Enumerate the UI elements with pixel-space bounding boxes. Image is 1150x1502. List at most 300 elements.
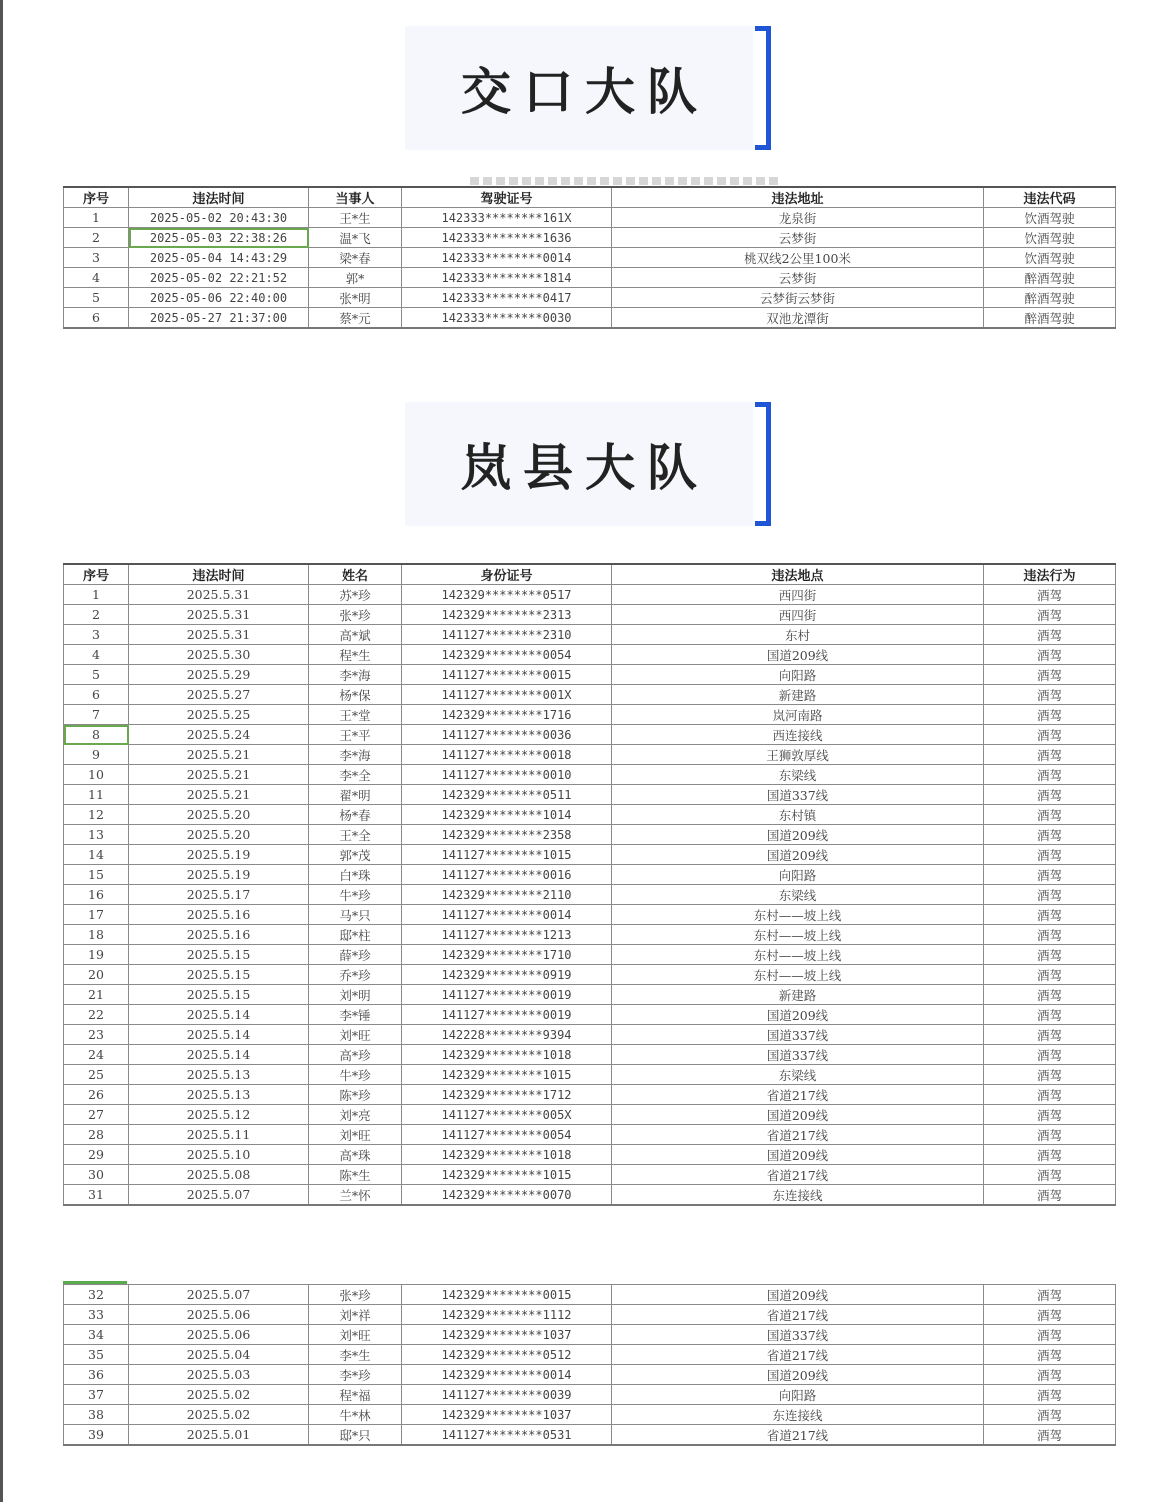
cell-person[interactable]: 温*飞	[309, 228, 402, 248]
cell-person[interactable]: 杨*春	[309, 805, 402, 825]
cell-person[interactable]: 王*堂	[309, 705, 402, 725]
cell-time[interactable]: 2025.5.27	[129, 685, 309, 705]
cell-time[interactable]: 2025.5.30	[129, 645, 309, 665]
cell-id-number[interactable]: 142329********1037	[402, 1405, 612, 1425]
cell-location[interactable]: 岚河南路	[612, 705, 984, 725]
cell-time[interactable]: 2025.5.25	[129, 705, 309, 725]
cell-person[interactable]: 梁*春	[309, 248, 402, 268]
cell-violation[interactable]: 酒驾	[984, 1425, 1116, 1446]
table-row	[64, 1425, 1116, 1446]
cell-id-number[interactable]: 141127********0019	[402, 1005, 612, 1025]
cell-id-number[interactable]: 142329********1716	[402, 705, 612, 725]
cell-time[interactable]: 2025-05-03 22:38:26	[129, 228, 309, 248]
cell-person[interactable]: 刘*祥	[309, 1305, 402, 1325]
cell-location[interactable]: 国道337线	[612, 785, 984, 805]
cell-violation[interactable]: 醉酒驾驶	[984, 268, 1116, 288]
cell-violation[interactable]: 酒驾	[984, 1345, 1116, 1365]
cell-index[interactable]: 6	[64, 308, 129, 329]
cell-person[interactable]: 王*生	[309, 208, 402, 228]
cell-id-number[interactable]: 141127********0010	[402, 765, 612, 785]
cell-person[interactable]: 陈*珍	[309, 1085, 402, 1105]
cell-index[interactable]: 39	[64, 1425, 129, 1446]
cell-time[interactable]: 2025.5.17	[129, 885, 309, 905]
cell-location[interactable]: 东村	[612, 625, 984, 645]
cell-index[interactable]: 1	[64, 208, 129, 228]
cell-person[interactable]: 翟*明	[309, 785, 402, 805]
cell-violation[interactable]: 酒驾	[984, 905, 1116, 925]
cell-person[interactable]: 李*锤	[309, 1005, 402, 1025]
cell-location[interactable]: 云梦街云梦街	[612, 288, 984, 308]
cell-time[interactable]: 2025.5.11	[129, 1125, 309, 1145]
table-row	[64, 1125, 1116, 1145]
cell-location[interactable]: 龙泉街	[612, 208, 984, 228]
cell-time[interactable]: 2025.5.16	[129, 905, 309, 925]
cell-person[interactable]: 李*海	[309, 665, 402, 685]
cell-location[interactable]: 云梦街	[612, 268, 984, 288]
cell-id-number[interactable]: 142329********0919	[402, 965, 612, 985]
cell-id-number[interactable]: 142329********1014	[402, 805, 612, 825]
cell-location[interactable]: 国道209线	[612, 1005, 984, 1025]
cell-violation[interactable]: 醉酒驾驶	[984, 288, 1116, 308]
cell-location[interactable]: 国道209线	[612, 1105, 984, 1125]
cell-time[interactable]: 2025.5.15	[129, 985, 309, 1005]
cell-violation[interactable]: 饮酒驾驶	[984, 228, 1116, 248]
cell-id-number[interactable]: 142329********0512	[402, 1345, 612, 1365]
cell-violation[interactable]: 醉酒驾驶	[984, 308, 1116, 329]
cell-person[interactable]: 李*全	[309, 765, 402, 785]
table-row	[64, 1025, 1116, 1045]
cell-location[interactable]: 国道209线	[612, 1365, 984, 1385]
cell-person[interactable]: 张*明	[309, 288, 402, 308]
cell-violation[interactable]: 酒驾	[984, 865, 1116, 885]
cell-time[interactable]: 2025.5.06	[129, 1305, 309, 1325]
cell-id-number[interactable]: 142329********1112	[402, 1305, 612, 1325]
cell-location[interactable]: 云梦街	[612, 228, 984, 248]
cell-violation[interactable]: 酒驾	[984, 1065, 1116, 1085]
cell-violation[interactable]: 酒驾	[984, 965, 1116, 985]
cell-index[interactable]: 21	[64, 985, 129, 1005]
cell-violation[interactable]: 酒驾	[984, 1305, 1116, 1325]
cell-index[interactable]: 30	[64, 1165, 129, 1185]
cell-violation[interactable]: 酒驾	[984, 885, 1116, 905]
cell-id-number[interactable]: 142329********1037	[402, 1325, 612, 1345]
cell-person[interactable]: 王*全	[309, 825, 402, 845]
cell-person[interactable]: 邸*柱	[309, 925, 402, 945]
cell-violation[interactable]: 酒驾	[984, 605, 1116, 625]
cell-person[interactable]: 苏*珍	[309, 585, 402, 605]
cell-location[interactable]: 东梁线	[612, 885, 984, 905]
cell-index[interactable]: 29	[64, 1145, 129, 1165]
cell-location[interactable]: 东村——坡上线	[612, 965, 984, 985]
column-header[interactable]: 违法行为	[984, 564, 1116, 585]
cell-time[interactable]: 2025.5.12	[129, 1105, 309, 1125]
cell-location[interactable]: 东村——坡上线	[612, 945, 984, 965]
cell-index[interactable]: 36	[64, 1365, 129, 1385]
cell-id-number[interactable]: 142333********1636	[402, 228, 612, 248]
cell-id-number[interactable]: 142333********1814	[402, 268, 612, 288]
cell-violation[interactable]: 酒驾	[984, 945, 1116, 965]
cell-time[interactable]: 2025.5.24	[129, 725, 309, 745]
cell-id-number[interactable]: 142333********0030	[402, 308, 612, 329]
cell-time[interactable]: 2025-05-02 22:21:52	[129, 268, 309, 288]
cell-index[interactable]: 3	[64, 248, 129, 268]
cell-id-number[interactable]: 142329********2313	[402, 605, 612, 625]
cell-person[interactable]: 李*海	[309, 745, 402, 765]
cell-violation[interactable]: 酒驾	[984, 1325, 1116, 1345]
cell-location[interactable]: 向阳路	[612, 1385, 984, 1405]
cell-violation[interactable]: 酒驾	[984, 625, 1116, 645]
cell-index[interactable]: 8	[64, 725, 129, 745]
cell-violation[interactable]: 酒驾	[984, 785, 1116, 805]
cell-violation[interactable]: 酒驾	[984, 985, 1116, 1005]
cell-index[interactable]: 4	[64, 268, 129, 288]
cell-location[interactable]: 东村——坡上线	[612, 905, 984, 925]
cell-location[interactable]: 省道217线	[612, 1305, 984, 1325]
cell-time[interactable]: 2025.5.15	[129, 965, 309, 985]
cell-index[interactable]: 7	[64, 705, 129, 725]
cell-id-number[interactable]: 142329********0054	[402, 645, 612, 665]
cell-location[interactable]: 东连接线	[612, 1405, 984, 1425]
cell-violation[interactable]: 酒驾	[984, 1005, 1116, 1025]
cell-index[interactable]: 3	[64, 625, 129, 645]
cell-index[interactable]: 24	[64, 1045, 129, 1065]
cell-violation[interactable]: 酒驾	[984, 645, 1116, 665]
cell-location[interactable]: 东村镇	[612, 805, 984, 825]
faint-caption-decoration	[470, 177, 780, 185]
cell-id-number[interactable]: 142228********9394	[402, 1025, 612, 1045]
cell-index[interactable]: 34	[64, 1325, 129, 1345]
cell-id-number[interactable]: 142329********1018	[402, 1145, 612, 1165]
cell-violation[interactable]: 酒驾	[984, 585, 1116, 605]
cell-id-number[interactable]: 141127********1213	[402, 925, 612, 945]
cell-index[interactable]: 9	[64, 745, 129, 765]
cell-id-number[interactable]: 142329********1018	[402, 1045, 612, 1065]
cell-time[interactable]: 2025.5.03	[129, 1365, 309, 1385]
column-header[interactable]: 违法时间	[129, 187, 309, 208]
table-row	[64, 1365, 1116, 1385]
cell-index[interactable]: 20	[64, 965, 129, 985]
cell-id-number[interactable]: 141127********0016	[402, 865, 612, 885]
cell-time[interactable]: 2025.5.21	[129, 785, 309, 805]
cell-person[interactable]: 王*平	[309, 725, 402, 745]
cell-location[interactable]: 西四街	[612, 585, 984, 605]
cell-id-number[interactable]: 142329********0511	[402, 785, 612, 805]
cell-index[interactable]: 13	[64, 825, 129, 845]
table-row	[64, 1185, 1116, 1206]
cell-id-number[interactable]: 141127********0019	[402, 985, 612, 1005]
cell-time[interactable]: 2025.5.20	[129, 805, 309, 825]
cell-location[interactable]: 国道209线	[612, 1285, 984, 1305]
cell-index[interactable]: 23	[64, 1025, 129, 1045]
cell-location[interactable]: 国道337线	[612, 1045, 984, 1065]
cell-time[interactable]: 2025-05-27 21:37:00	[129, 308, 309, 329]
cell-person[interactable]: 张*珍	[309, 605, 402, 625]
cell-index[interactable]: 35	[64, 1345, 129, 1365]
cell-id-number[interactable]: 142329********2110	[402, 885, 612, 905]
cell-violation[interactable]: 酒驾	[984, 1085, 1116, 1105]
cell-violation[interactable]: 饮酒驾驶	[984, 208, 1116, 228]
violations-table-jiaokou	[63, 186, 1116, 329]
cell-id-number[interactable]: 141127********0014	[402, 905, 612, 925]
cell-violation[interactable]: 酒驾	[984, 1385, 1116, 1405]
cell-index[interactable]: 17	[64, 905, 129, 925]
cell-person[interactable]: 牛*珍	[309, 1065, 402, 1085]
cell-violation[interactable]: 酒驾	[984, 1125, 1116, 1145]
cell-index[interactable]: 16	[64, 885, 129, 905]
table-header-row	[64, 564, 1116, 585]
column-header[interactable]: 序号	[64, 564, 129, 585]
table-row	[64, 1285, 1116, 1305]
cell-person[interactable]: 李*生	[309, 1345, 402, 1365]
cell-violation[interactable]: 酒驾	[984, 685, 1116, 705]
cell-violation[interactable]: 酒驾	[984, 925, 1116, 945]
cell-location[interactable]: 省道217线	[612, 1125, 984, 1145]
table-row	[64, 805, 1116, 825]
cell-index[interactable]: 5	[64, 665, 129, 685]
table-row	[64, 228, 1116, 248]
cell-time[interactable]: 2025.5.31	[129, 585, 309, 605]
cell-time[interactable]: 2025.5.19	[129, 845, 309, 865]
cell-person[interactable]: 邸*只	[309, 1425, 402, 1446]
cell-time[interactable]: 2025.5.07	[129, 1285, 309, 1305]
table-row	[64, 585, 1116, 605]
cell-person[interactable]: 程*福	[309, 1385, 402, 1405]
cell-time[interactable]: 2025.5.06	[129, 1325, 309, 1345]
cell-violation[interactable]: 酒驾	[984, 1365, 1116, 1385]
cell-id-number[interactable]: 141127********0018	[402, 745, 612, 765]
cell-time[interactable]: 2025.5.14	[129, 1025, 309, 1045]
column-header[interactable]: 身份证号	[402, 564, 612, 585]
cell-time[interactable]: 2025.5.21	[129, 745, 309, 765]
cell-time[interactable]: 2025.5.15	[129, 945, 309, 965]
cell-index[interactable]: 15	[64, 865, 129, 885]
cell-person[interactable]: 刘*旺	[309, 1025, 402, 1045]
cell-id-number[interactable]: 142329********0070	[402, 1185, 612, 1206]
cell-violation[interactable]: 酒驾	[984, 805, 1116, 825]
cell-person[interactable]: 白*珠	[309, 865, 402, 885]
cell-index[interactable]: 22	[64, 1005, 129, 1025]
cell-time[interactable]: 2025.5.02	[129, 1405, 309, 1425]
column-header[interactable]: 序号	[64, 187, 129, 208]
cell-id-number[interactable]: 142329********0014	[402, 1365, 612, 1385]
cell-time[interactable]: 2025.5.29	[129, 665, 309, 685]
cell-location[interactable]: 东梁线	[612, 765, 984, 785]
cell-location[interactable]: 西四街	[612, 605, 984, 625]
column-header[interactable]: 姓名	[309, 564, 402, 585]
cell-time[interactable]: 2025.5.14	[129, 1045, 309, 1065]
cell-person[interactable]: 杨*保	[309, 685, 402, 705]
cell-location[interactable]: 省道217线	[612, 1345, 984, 1365]
column-header[interactable]: 当事人	[309, 187, 402, 208]
cell-violation[interactable]: 酒驾	[984, 1165, 1116, 1185]
cell-index[interactable]: 10	[64, 765, 129, 785]
cell-index[interactable]: 11	[64, 785, 129, 805]
cell-id-number[interactable]: 141127********2310	[402, 625, 612, 645]
cell-index[interactable]: 12	[64, 805, 129, 825]
cell-id-number[interactable]: 141127********0054	[402, 1125, 612, 1145]
cell-person[interactable]: 刘*旺	[309, 1325, 402, 1345]
cell-id-number[interactable]: 142329********1015	[402, 1165, 612, 1185]
cell-time[interactable]: 2025.5.19	[129, 865, 309, 885]
cell-person[interactable]: 牛*林	[309, 1405, 402, 1425]
cell-index[interactable]: 37	[64, 1385, 129, 1405]
cell-person[interactable]: 高*珍	[309, 1045, 402, 1065]
cell-index[interactable]: 2	[64, 605, 129, 625]
cell-violation[interactable]: 酒驾	[984, 665, 1116, 685]
cell-index[interactable]: 1	[64, 585, 129, 605]
cell-person[interactable]: 高*珠	[309, 1145, 402, 1165]
cell-violation[interactable]: 酒驾	[984, 1285, 1116, 1305]
cell-violation[interactable]: 饮酒驾驶	[984, 248, 1116, 268]
cell-person[interactable]: 张*珍	[309, 1285, 402, 1305]
cell-time[interactable]: 2025.5.13	[129, 1065, 309, 1085]
cell-person[interactable]: 牛*珍	[309, 885, 402, 905]
cell-time[interactable]: 2025.5.01	[129, 1425, 309, 1446]
cell-index[interactable]: 19	[64, 945, 129, 965]
cell-time[interactable]: 2025-05-04 14:43:29	[129, 248, 309, 268]
cell-person[interactable]: 兰*怀	[309, 1185, 402, 1206]
cell-location[interactable]: 省道217线	[612, 1085, 984, 1105]
cell-id-number[interactable]: 142329********0015	[402, 1285, 612, 1305]
cell-index[interactable]: 2	[64, 228, 129, 248]
cell-time[interactable]: 2025.5.31	[129, 625, 309, 645]
cell-time[interactable]: 2025.5.31	[129, 605, 309, 625]
cell-person[interactable]: 陈*生	[309, 1165, 402, 1185]
cell-index[interactable]: 14	[64, 845, 129, 865]
cell-index[interactable]: 18	[64, 925, 129, 945]
cell-time[interactable]: 2025-05-02 20:43:30	[129, 208, 309, 228]
cell-location[interactable]: 省道217线	[612, 1425, 984, 1446]
cell-time[interactable]: 2025.5.04	[129, 1345, 309, 1365]
cell-time[interactable]: 2025.5.07	[129, 1185, 309, 1206]
column-header[interactable]: 违法地点	[612, 564, 984, 585]
cell-violation[interactable]: 酒驾	[984, 1405, 1116, 1425]
cell-id-number[interactable]: 142329********1710	[402, 945, 612, 965]
cell-person[interactable]: 刘*旺	[309, 1125, 402, 1145]
cell-location[interactable]: 国道337线	[612, 1325, 984, 1345]
cell-index[interactable]: 26	[64, 1085, 129, 1105]
cell-index[interactable]: 4	[64, 645, 129, 665]
cell-index[interactable]: 38	[64, 1405, 129, 1425]
cell-violation[interactable]: 酒驾	[984, 765, 1116, 785]
cell-violation[interactable]: 酒驾	[984, 1185, 1116, 1206]
cell-location[interactable]: 西连接线	[612, 725, 984, 745]
cell-time[interactable]: 2025.5.08	[129, 1165, 309, 1185]
cell-id-number[interactable]: 142329********2358	[402, 825, 612, 845]
table-row	[64, 1145, 1116, 1165]
cell-time[interactable]: 2025.5.21	[129, 765, 309, 785]
cell-time[interactable]: 2025-05-06 22:40:00	[129, 288, 309, 308]
cell-location[interactable]: 向阳路	[612, 665, 984, 685]
cell-person[interactable]: 程*生	[309, 645, 402, 665]
cell-location[interactable]: 王狮敦厚线	[612, 745, 984, 765]
cell-violation[interactable]: 酒驾	[984, 1145, 1116, 1165]
cell-location[interactable]: 国道337线	[612, 1025, 984, 1045]
cell-violation[interactable]: 酒驾	[984, 825, 1116, 845]
cell-person[interactable]: 郭*	[309, 268, 402, 288]
cell-id-number[interactable]: 142333********161X	[402, 208, 612, 228]
cell-location[interactable]: 省道217线	[612, 1165, 984, 1185]
cell-id-number[interactable]: 141127********0036	[402, 725, 612, 745]
cell-index[interactable]: 5	[64, 288, 129, 308]
cell-location[interactable]: 新建路	[612, 685, 984, 705]
column-header[interactable]: 违法代码	[984, 187, 1116, 208]
cell-person[interactable]: 马*只	[309, 905, 402, 925]
cell-person[interactable]: 乔*珍	[309, 965, 402, 985]
cell-index[interactable]: 32	[64, 1285, 129, 1305]
cell-index[interactable]: 33	[64, 1305, 129, 1325]
table-row	[64, 1005, 1116, 1025]
cell-id-number[interactable]: 141127********0015	[402, 665, 612, 685]
cell-location[interactable]: 双池龙潭街	[612, 308, 984, 329]
cell-violation[interactable]: 酒驾	[984, 1025, 1116, 1045]
cell-location[interactable]: 国道209线	[612, 825, 984, 845]
cell-person[interactable]: 薛*珍	[309, 945, 402, 965]
cell-person[interactable]: 李*珍	[309, 1365, 402, 1385]
cell-person[interactable]: 郭*茂	[309, 845, 402, 865]
cell-location[interactable]: 国道209线	[612, 845, 984, 865]
cell-person[interactable]: 刘*亮	[309, 1105, 402, 1125]
cell-violation[interactable]: 酒驾	[984, 845, 1116, 865]
section-banner-lanxian	[405, 402, 753, 526]
cell-index[interactable]: 31	[64, 1185, 129, 1206]
cell-id-number[interactable]: 141127********1015	[402, 845, 612, 865]
cell-index[interactable]: 28	[64, 1125, 129, 1145]
cell-location[interactable]: 向阳路	[612, 865, 984, 885]
cell-index[interactable]: 25	[64, 1065, 129, 1085]
cell-person[interactable]: 高*斌	[309, 625, 402, 645]
cell-id-number[interactable]: 142329********1015	[402, 1065, 612, 1085]
cell-id-number[interactable]: 142333********0014	[402, 248, 612, 268]
cell-person[interactable]: 蔡*元	[309, 308, 402, 329]
cell-location[interactable]: 国道209线	[612, 645, 984, 665]
cell-id-number[interactable]: 141127********0039	[402, 1385, 612, 1405]
cell-time[interactable]: 2025.5.10	[129, 1145, 309, 1165]
column-header[interactable]: 驾驶证号	[402, 187, 612, 208]
cell-location[interactable]: 桃双线2公里100米	[612, 248, 984, 268]
cell-violation[interactable]: 酒驾	[984, 725, 1116, 745]
cell-person[interactable]: 刘*明	[309, 985, 402, 1005]
cell-location[interactable]: 新建路	[612, 985, 984, 1005]
cell-violation[interactable]: 酒驾	[984, 745, 1116, 765]
table-row	[64, 605, 1116, 625]
cell-location[interactable]: 东连接线	[612, 1185, 984, 1206]
column-header[interactable]: 违法时间	[129, 564, 309, 585]
cell-id-number[interactable]: 142333********0417	[402, 288, 612, 308]
table-row	[64, 845, 1116, 865]
table-row	[64, 685, 1116, 705]
cell-time[interactable]: 2025.5.13	[129, 1085, 309, 1105]
cell-index[interactable]: 27	[64, 1105, 129, 1125]
cell-location[interactable]: 国道209线	[612, 1145, 984, 1165]
cell-time[interactable]: 2025.5.20	[129, 825, 309, 845]
cell-id-number[interactable]: 141127********005X	[402, 1105, 612, 1125]
cell-time[interactable]: 2025.5.02	[129, 1385, 309, 1405]
cell-violation[interactable]: 酒驾	[984, 705, 1116, 725]
cell-location[interactable]: 东村——坡上线	[612, 925, 984, 945]
cell-id-number[interactable]: 141127********0531	[402, 1425, 612, 1446]
cell-id-number[interactable]: 142329********0517	[402, 585, 612, 605]
cell-time[interactable]: 2025.5.16	[129, 925, 309, 945]
cell-violation[interactable]: 酒驾	[984, 1045, 1116, 1065]
cell-time[interactable]: 2025.5.14	[129, 1005, 309, 1025]
column-header[interactable]: 违法地址	[612, 187, 984, 208]
cell-id-number[interactable]: 141127********001X	[402, 685, 612, 705]
cell-violation[interactable]: 酒驾	[984, 1105, 1116, 1125]
cell-index[interactable]: 6	[64, 685, 129, 705]
cell-location[interactable]: 东梁线	[612, 1065, 984, 1085]
cell-id-number[interactable]: 142329********1712	[402, 1085, 612, 1105]
